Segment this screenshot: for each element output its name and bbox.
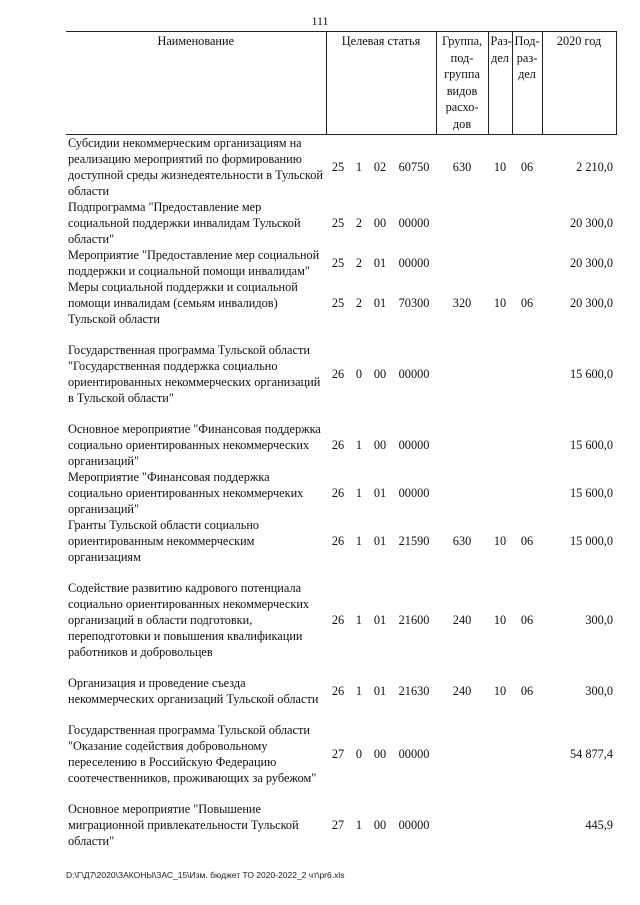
subsection: 06: [520, 534, 534, 548]
target-part-1: 25: [331, 160, 345, 174]
target-part-1: 25: [331, 216, 345, 230]
table-row: [66, 135, 616, 200]
amount: 300,0: [585, 684, 614, 698]
row-name: Основное мероприятие "Повышение миграционной привлекательности Тульской области": [68, 802, 299, 848]
section: [488, 199, 512, 247]
target-part-1: 26: [331, 486, 345, 500]
row-spacer-cell: [66, 660, 616, 675]
target-part-4: 21600: [398, 613, 430, 627]
target-part-1: 26: [331, 613, 345, 627]
table-row: [66, 675, 616, 707]
section: 10: [493, 613, 507, 627]
row-spacer: [66, 327, 616, 342]
target-part-4: 00000: [398, 486, 430, 500]
amount: 445,9: [585, 818, 614, 832]
target-part-2: 2: [355, 296, 363, 310]
subsection: [512, 199, 542, 247]
target-part-1: 26: [331, 684, 345, 698]
target-part-3: 01: [373, 486, 387, 500]
target-part-4: 00000: [398, 216, 430, 230]
target-part-4: 21630: [398, 684, 430, 698]
section: [488, 247, 512, 279]
table-row: [66, 279, 616, 327]
expense-group: [436, 421, 488, 469]
table-row: [66, 580, 616, 660]
target-part-3: 00: [373, 216, 387, 230]
table-row: [66, 469, 616, 517]
row-name: Организация и проведение съезда некоммерческих организаций Тульской области: [68, 676, 319, 706]
section: 10: [493, 534, 507, 548]
target-part-1: 25: [331, 296, 345, 310]
target-part-4: 21590: [398, 534, 430, 548]
section: 10: [493, 160, 507, 174]
row-name: Подпрограмма "Предоставление мер социальной поддержки инвалидам Тульской области": [68, 200, 301, 246]
section: 10: [493, 296, 507, 310]
header-subsection: Под- раз- дел: [512, 32, 542, 135]
target-part-3: 00: [373, 818, 387, 832]
header-year: 2020 год: [542, 32, 616, 135]
expense-group: 240: [452, 684, 472, 698]
section: [488, 722, 512, 786]
subsection: [512, 342, 542, 406]
budget-table: [66, 31, 617, 849]
target-part-2: 1: [355, 438, 363, 452]
target-part-2: 1: [355, 160, 363, 174]
target-part-2: 1: [355, 613, 363, 627]
expense-group: [436, 199, 488, 247]
subsection: [512, 801, 542, 849]
subsection: 06: [520, 296, 534, 310]
target-part-4: 00000: [398, 818, 430, 832]
table-row: [66, 247, 616, 279]
table-row: [66, 801, 616, 849]
subsection: [512, 469, 542, 517]
target-part-4: 00000: [398, 256, 430, 270]
target-part-3: 02: [373, 160, 387, 174]
subsection: 06: [520, 160, 534, 174]
amount: 300,0: [585, 613, 614, 627]
row-spacer-cell: [66, 786, 616, 801]
expense-group: [436, 722, 488, 786]
header-target-article: Целевая статья: [326, 32, 436, 135]
section: 10: [493, 684, 507, 698]
amount: 20 300,0: [569, 216, 614, 230]
amount: 20 300,0: [569, 296, 614, 310]
target-part-3: 00: [373, 367, 387, 381]
expense-group: 630: [452, 160, 472, 174]
target-part-2: 1: [355, 684, 363, 698]
table-body: [66, 135, 616, 850]
expense-group: [436, 247, 488, 279]
row-spacer-cell: [66, 565, 616, 580]
row-spacer-cell: [66, 327, 616, 342]
subsection: 06: [520, 684, 534, 698]
row-name: Мероприятие "Финансовая поддержка социально ориентированных некоммерчеких организаций": [68, 470, 304, 516]
subsection: [512, 722, 542, 786]
section: [488, 801, 512, 849]
header-name: Наименование: [66, 32, 326, 135]
row-spacer: [66, 786, 616, 801]
target-part-2: 0: [355, 367, 363, 381]
expense-group: 240: [452, 613, 472, 627]
row-spacer-cell: [66, 406, 616, 421]
table-row: [66, 517, 616, 565]
table-header-row: [66, 32, 616, 135]
subsection: 06: [520, 613, 534, 627]
section: [488, 342, 512, 406]
row-name: Мероприятие "Предоставление мер социальной поддержки и социальной помощи инвалидам": [68, 248, 320, 278]
target-part-1: 25: [331, 256, 345, 270]
amount: 15 600,0: [569, 438, 614, 452]
row-spacer-cell: [66, 707, 616, 722]
row-name: Гранты Тульской области социально ориентированным некоммерческим организациям: [68, 518, 260, 564]
row-name: Государственная программа Тульской области "Государственная поддержка социально ориентированных некоммерческих организаций в Тульской области": [68, 343, 321, 405]
target-part-4: 60750: [398, 160, 430, 174]
section: [488, 469, 512, 517]
table-row: [66, 342, 616, 406]
target-part-3: 01: [373, 684, 387, 698]
target-part-2: 2: [355, 216, 363, 230]
target-part-2: 1: [355, 818, 363, 832]
row-spacer: [66, 707, 616, 722]
amount: 2 210,0: [576, 160, 614, 174]
expense-group: 320: [452, 296, 472, 310]
target-part-1: 26: [331, 438, 345, 452]
row-name: Государственная программа Тульской области "Оказание содействия добровольному переселению в Российскую Федерацию соотечественников, проживающих за рубежом": [68, 723, 317, 785]
row-spacer: [66, 406, 616, 421]
target-part-2: 1: [355, 534, 363, 548]
target-part-2: 2: [355, 256, 363, 270]
expense-group: [436, 342, 488, 406]
target-part-4: 00000: [398, 438, 430, 452]
section: [488, 421, 512, 469]
target-part-3: 01: [373, 534, 387, 548]
table-row: [66, 199, 616, 247]
target-part-1: 27: [331, 818, 345, 832]
row-spacer: [66, 565, 616, 580]
amount: 20 300,0: [569, 256, 614, 270]
expense-group: 630: [452, 534, 472, 548]
target-part-3: 00: [373, 438, 387, 452]
expense-group: [436, 469, 488, 517]
header-expense-group: Группа, под- группа видов расхо- дов: [436, 32, 488, 135]
amount: 15 600,0: [569, 367, 614, 381]
target-part-4: 00000: [398, 747, 430, 761]
target-part-1: 26: [331, 534, 345, 548]
target-part-4: 00000: [398, 367, 430, 381]
amount: 15 000,0: [569, 534, 614, 548]
expense-group: [436, 801, 488, 849]
target-part-3: 01: [373, 296, 387, 310]
row-spacer: [66, 660, 616, 675]
target-part-3: 01: [373, 613, 387, 627]
subsection: [512, 421, 542, 469]
target-part-3: 01: [373, 256, 387, 270]
target-part-2: 1: [355, 486, 363, 500]
table-row: [66, 722, 616, 786]
row-name: Основное мероприятие "Финансовая поддержка социально ориентированных некоммерческих организаций": [68, 422, 321, 468]
target-part-3: 00: [373, 747, 387, 761]
target-part-1: 27: [331, 747, 345, 761]
target-part-4: 70300: [398, 296, 430, 310]
page-number: 111: [311, 14, 329, 28]
file-path-footer: D:\Г\Д7\2020\ЗАКОНЫ\ЗАС_15\Изм. бюджет ТО 2020-2022_2 чт\pr6.xls: [66, 870, 345, 880]
table-row: [66, 421, 616, 469]
target-part-2: 0: [355, 747, 363, 761]
header-section: Раз- дел: [488, 32, 512, 135]
target-part-1: 26: [331, 367, 345, 381]
row-name: Меры социальной поддержки и социальной помощи инвалидам (семьям инвалидов) Тульской области: [68, 280, 298, 326]
subsection: [512, 247, 542, 279]
row-name: Субсидии некоммерческим организациям на реализацию мероприятий по формированию доступной среды жизнедеятельности в Тульской области: [68, 136, 323, 198]
amount: 15 600,0: [569, 486, 614, 500]
amount: 54 877,4: [569, 747, 614, 761]
row-name: Содействие развитию кадрового потенциала социально ориентированных некоммерческих организаций в области подготовки, переподготовки и повышения квалификации работников и добровольцев: [68, 581, 310, 659]
